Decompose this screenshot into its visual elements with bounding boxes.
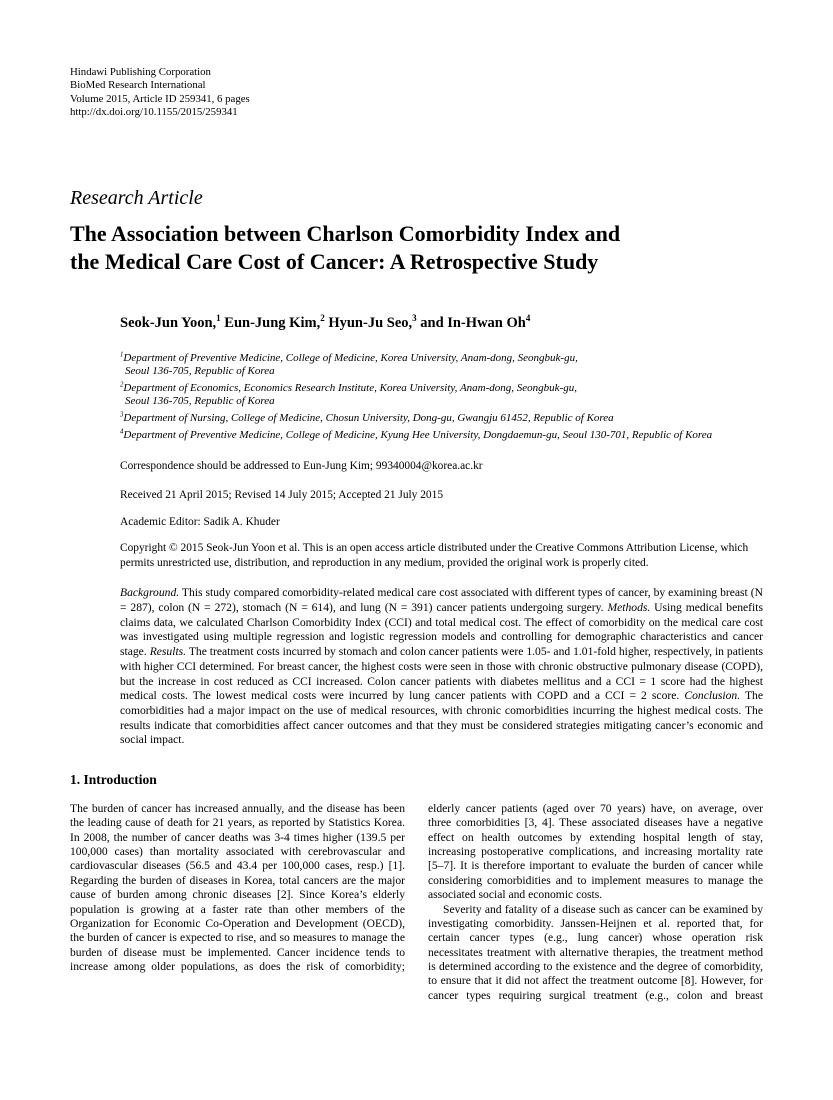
introduction-body [70, 802, 763, 1003]
publisher-name: Hindawi Publishing Corporation [70, 66, 211, 78]
abstract-text: The comorbidities had a major impact on the use of medical resources, with chronic comorbidities incurring the highest medical costs. The results indicate that comorbidities affect cancer outcomes and that they must be considered strategies mitigating cancer’s economic and social impact. [120, 689, 763, 747]
affiliations-list [120, 352, 763, 443]
academic-editor-line: Academic Editor: Sadik A. Khuder [120, 516, 280, 529]
front-matter [120, 314, 763, 748]
intro-paragraph: Severity and fatality of a disease such as cancer can be examined by investigating comorbidity. Janssen-Heijnen et al. reported that, for certain cancer types (e.g., lung cancer) whose operation risk necessitates treatment with alternative therapies, the treatment method is determined according to the existence and the degree of comorbidity, to ensure that it did not affect the treatment outcome [8]. However, for cancer types requiring surgical treatment (e.g., colon and breast [428, 902, 763, 1002]
authors-line [120, 314, 763, 332]
affiliation-text: Seoul 136-705, Republic of Korea [125, 395, 275, 408]
affiliation-marker: 4 [120, 427, 124, 435]
doi-link: http://dx.doi.org/10.1155/2015/259341 [70, 106, 238, 119]
abstract-text: This study compared comorbidity-related medical care cost associated with different types of cancer, by examining breast (N = 287), colon (N = 272), stomach (N = 614), and lung (N = 391) cancer patients undergoing surgery. [120, 586, 763, 615]
affiliation-item [120, 429, 763, 443]
abstract-keyword: Conclusion. [684, 689, 741, 703]
affiliation-text: Department of Preventive Medicine, College of Medicine, Kyung Hee University, Dongdaemun-gu, Seoul 130-701, Republic of Korea [123, 428, 713, 441]
volume-info: Volume 2015, Article ID 259341, 6 pages [70, 92, 250, 105]
intro-paragraph: elderly cancer patients (aged over 70 years) have, on average, over three comorbidities [3, 4]. These associated diseases have a negative effect on health outcomes by extending hospital length of stay, increasing postoperative complications, and increasing mortality rate [5–7]. It is therefore important to evaluate the burden of cancer while considering comorbidities and to implement measures to manage the associated social and economic costs. [428, 802, 763, 902]
intro-paragraph: The burden of cancer has increased annually, and the disease has been the leading cause of death for 21 years, as reported by Statistics Korea. In 2008, the number of cancer deaths was 3-4 times higher (139.5 per 100,000 cases) than mortality associated with cerebrovascular and cardiovascular diseases (56.5 and 43.4 per 100,000 cases, resp.) [1]. Regarding the burden of diseases in Korea, total cancers are the major cause of burden among chronic diseases [2]. Since Korea’s elderly population is growing at a faster rate than other members of the Organization for Economic Co-Operation and Development (OECD), the burden of cancer is expected to rise, and so measures to manage the burden of disease must be implemented. Cancer incidence tends to increase among older populations, as does the risk of comorbidity; [70, 802, 405, 973]
abstract-keyword: Background. [120, 586, 180, 600]
affiliation-marker: 1 [120, 350, 124, 358]
affiliation-marker: 2 [120, 381, 124, 389]
paper-title [70, 220, 763, 276]
publisher-header [70, 66, 763, 120]
intro-column-left [70, 802, 405, 1003]
article-type-label: Research Article [70, 186, 203, 209]
paper-title-line2: the Medical Care Cost of Cancer: A Retrospective Study [70, 248, 599, 274]
paper-title-line1: The Association between Charlson Comorbidity Index and [70, 220, 621, 246]
author-name: and In-Hwan Oh [420, 314, 526, 331]
affiliation-text: Seoul 136-705, Republic of Korea [125, 365, 275, 378]
affiliation-ref: 1 [216, 312, 221, 323]
affiliation-ref: 2 [320, 312, 325, 323]
affiliation-marker: 3 [120, 411, 124, 419]
abstract-paragraph [120, 586, 763, 748]
affiliation-item [120, 352, 763, 379]
abstract-text: The treatment costs incurred by stomach and colon cancer patients were 1.05- and 1.01-fold higher, respectively, in patients with higher CCI determined. For breast cancer, the highest costs were seen in those with chronic obstructive pulmonary disease (COPD), but the increase in cost reduced as CCI increased. Colon cancer patients with diabetes mellitus and a CCI = 1 score had the highest medical costs. The lowest medical costs were incurred by lung cancer patients with COPD and a CCI = 2 score. [120, 645, 763, 703]
abstract-text: Using medical benefits claims data, we calculated Charlson Comorbidity Index (CCI) and total medical cost. The effect of comorbidity on the medical care cost was investigated using multiple regression and logistic regression models and controlling for demographic characteristics and cancer stage. [120, 601, 763, 659]
copyright-notice: Copyright © 2015 Seok-Jun Yoon et al. This is an open access article distributed under the Creative Commons Attribution License, which permits unrestricted use, distribution, and reproduction in any medium, provided the original work is properly cited. [120, 542, 749, 569]
affiliation-item [120, 412, 763, 426]
affiliation-ref: 4 [525, 312, 531, 323]
received-dates-line: Received 21 April 2015; Revised 14 July 2015; Accepted 21 July 2015 [120, 489, 444, 502]
affiliation-ref: 3 [412, 312, 417, 323]
abstract-keyword: Results. [149, 645, 187, 659]
affiliation-text: Department of Nursing, College of Medicine, Chosun University, Dong-gu, Gwangju 61452, Republic of Korea [123, 412, 614, 424]
abstract-keyword: Methods. [607, 601, 651, 615]
journal-name: BioMed Research International [70, 79, 206, 92]
affiliation-text: Department of Preventive Medicine, College of Medicine, Korea University, Anam-dong, Seongbuk-gu, [123, 351, 578, 364]
author-name: Seok-Jun Yoon, [120, 314, 217, 331]
affiliation-item [120, 382, 763, 409]
correspondence-line: Correspondence should be addressed to Eun-Jung Kim; 99340004@korea.ac.kr [120, 460, 483, 473]
author-name: Eun-Jung Kim, [224, 314, 321, 331]
affiliation-text: Department of Economics, Economics Research Institute, Korea University, Anam-dong, Seongbuk-gu, [123, 381, 577, 394]
author-name: Hyun-Ju Seo, [328, 314, 413, 331]
section-heading-introduction: 1. Introduction [70, 772, 157, 788]
intro-column-right [428, 802, 763, 1003]
